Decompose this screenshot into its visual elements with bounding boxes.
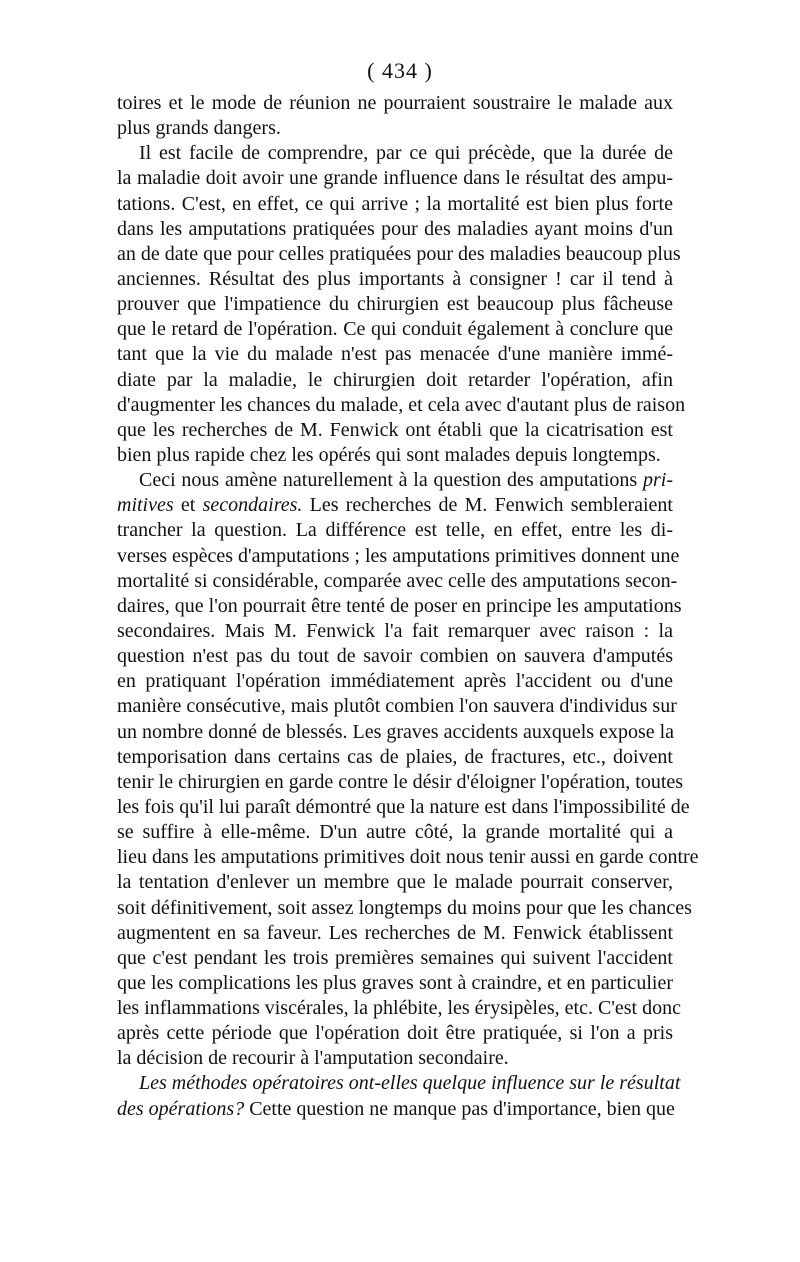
page-body-text — [117, 91, 699, 1122]
text-line — [117, 1046, 673, 1071]
italic-text: secondaires. — [202, 494, 303, 517]
italic-text: Les méthodes opératoires ont-elles quelque influence sur le résultat — [139, 1072, 681, 1095]
text-line — [117, 921, 673, 946]
text-run: tant que la vie du malade n'est pas menacée d'une manière immé- — [117, 343, 673, 366]
text-line — [117, 770, 684, 795]
text-run: Il est facile de comprendre, par ce qui précède, que la durée de — [139, 142, 673, 165]
text-line — [117, 795, 690, 820]
text-run: en pratiquant l'opération immédiatement après l'accident ou d'une — [117, 670, 673, 693]
italic-text: des opérations? — [117, 1097, 245, 1120]
text-line — [117, 720, 673, 745]
text-run: trancher la question. La différence est telle, en effet, entre les di- — [117, 519, 673, 542]
text-line — [117, 694, 677, 719]
text-run: toires et le mode de réunion ne pourraient soustraire le malade aux — [117, 92, 673, 114]
text-line — [117, 242, 681, 267]
text-line — [117, 317, 673, 342]
text-run: la décision de recourir à l'amputation secondaire. — [117, 1047, 509, 1070]
text-run: que les recherches de M. Fenwick ont établi que la cicatrisation est — [117, 418, 673, 441]
text-run: temporisation dans certains cas de plaies, de fractures, etc., doivent — [117, 745, 673, 768]
text-line — [117, 468, 673, 493]
text-run: que les complications les plus graves sont à craindre, et en particulier — [117, 971, 673, 994]
text-run: tenir le chirurgien en garde contre le désir d'éloigner l'opération, toutes — [117, 770, 684, 793]
text-line — [117, 644, 673, 669]
text-line — [117, 368, 673, 393]
text-line — [117, 1097, 673, 1122]
text-run: plus grands dangers. — [117, 117, 281, 140]
text-run: soit définitivement, soit assez longtemps du moins pour que les chances — [117, 896, 692, 919]
text-line — [117, 342, 673, 367]
text-run: se suffire à elle-même. D'un autre côté, la grande mortalité qui a — [117, 821, 673, 844]
text-run: d'augmenter les chances du malade, et cela avec d'autant plus de raison — [117, 393, 686, 416]
text-line — [117, 116, 673, 141]
text-run: tations. C'est, en effet, ce qui arrive ; la mortalité est bien plus forte — [117, 192, 673, 215]
italic-text: mitives — [117, 494, 174, 517]
text-line — [117, 518, 673, 543]
text-line — [117, 669, 673, 694]
text-line — [117, 192, 673, 217]
page-number: ( 434 ) — [367, 58, 433, 83]
text-line — [117, 393, 686, 418]
text-run: augmentent en sa faveur. Les recherches de M. Fenwick établissent — [117, 921, 673, 944]
text-line — [117, 971, 673, 996]
text-line — [117, 1021, 673, 1046]
text-line — [117, 870, 673, 895]
text-line — [117, 166, 673, 191]
text-line — [117, 91, 673, 116]
text-run: manière consécutive, mais plutôt combien l'on sauvera d'individus sur — [117, 695, 677, 718]
text-run: lieu dans les amputations primitives doit nous tenir aussi en garde contre — [117, 846, 699, 869]
text-run: anciennes. Résultat des plus importants à consigner ! car il tend à — [117, 267, 673, 290]
text-line — [117, 217, 673, 242]
text-line — [117, 292, 673, 317]
text-line — [117, 946, 673, 971]
text-line — [117, 544, 680, 569]
text-run: la maladie doit avoir une grande influence dans le résultat des ampu- — [117, 167, 673, 190]
text-run: dans les amputations pratiquées pour des maladies ayant moins d'un — [117, 217, 673, 240]
text-run: que le retard de l'opération. Ce qui conduit également à conclure que — [117, 318, 673, 341]
text-run: la tentation d'enlever un membre que le malade pourrait conserver, — [117, 871, 673, 894]
text-line — [117, 493, 673, 518]
text-run: daires, que l'on pourrait être tenté de poser en principe les amputations — [117, 594, 682, 617]
text-run: Les recherches de M. Fenwich sembleraient — [302, 494, 673, 517]
text-line — [117, 896, 692, 921]
text-line — [117, 845, 699, 870]
text-run: bien plus rapide chez les opérés qui sont malades depuis longtemps. — [117, 443, 661, 466]
text-run: secondaires. Mais M. Fenwick l'a fait remarquer avec raison : la — [117, 619, 673, 642]
text-run: an de date que pour celles pratiquées pour des maladies beaucoup plus — [117, 242, 681, 265]
text-line — [117, 569, 678, 594]
text-run: que c'est pendant les trois premières semaines qui suivent l'accident — [117, 946, 673, 969]
text-run: Cette question ne manque pas d'importance, bien que — [244, 1097, 675, 1120]
text-line — [117, 267, 673, 292]
text-line — [117, 418, 673, 443]
text-line — [117, 619, 673, 644]
text-run: Ceci nous amène naturellement à la question des amputations — [139, 469, 643, 492]
text-run: verses espèces d'amputations ; les amputations primitives donnent une — [117, 544, 680, 567]
text-line — [117, 594, 682, 619]
text-run: un nombre donné de blessés. Les graves accidents auxquels expose la — [117, 720, 675, 743]
text-run: après cette période que l'opération doit être pratiquée, si l'on a pris — [117, 1022, 673, 1045]
text-run: diate par la maladie, le chirurgien doit retarder l'opération, afin — [117, 368, 673, 391]
text-run: question n'est pas du tout de savoir combien on sauvera d'amputés — [117, 645, 673, 668]
text-run: les inflammations viscérales, la phlébite, les érysipèles, etc. C'est donc — [117, 997, 681, 1020]
text-run: prouver que l'impatience du chirurgien est beaucoup plus fâcheuse — [117, 293, 673, 316]
text-run: et — [173, 494, 203, 517]
text-line — [117, 745, 673, 770]
text-line — [117, 820, 673, 845]
text-run: mortalité si considérable, comparée avec celle des amputations secon- — [117, 569, 678, 592]
text-line — [117, 1071, 681, 1096]
text-run: les fois qu'il lui paraît démontré que la nature est dans l'impossibilité de — [117, 795, 690, 818]
italic-text: pri- — [643, 469, 673, 492]
text-line — [117, 141, 673, 166]
text-line — [117, 996, 681, 1021]
text-line — [117, 443, 673, 468]
